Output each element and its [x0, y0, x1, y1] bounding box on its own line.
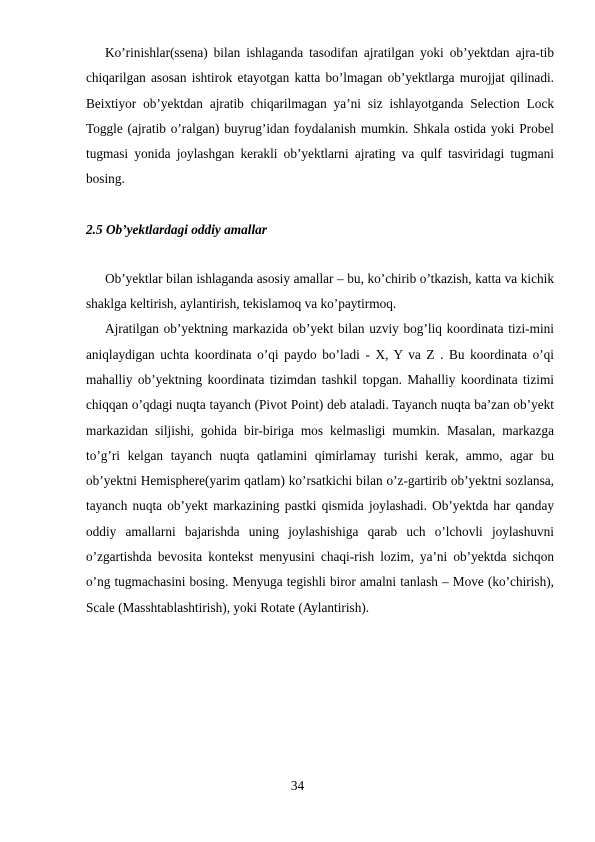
intro-paragraph: Ko’rinishlar(ssena) bilan ishlaganda tasodifan ajratilgan yoki ob’yektdan ajra-tib chiqarilgan asosan ishtirok etayotgan katta bo’lmagan ob’yektlarga murojjat qilinadi. Beixtiyor ob’yektdan ajratib chiqarilmagan ya’ni siz ishlayotganda Selection Lock Toggle (ajratib o’ralgan) buyrug’idan foydalanish mumkin. Shkala ostida yoki Probel tugmasi yonida joylashgan kerakli ob’yektlarni ajrating va qulf tasviridagi tugmani bosing.	[86, 45, 554, 187]
page-number: 34	[290, 778, 305, 793]
document-page	[86, 40, 554, 620]
section-heading: 2.5 Ob’yektlardagi oddiy amallar	[86, 221, 267, 237]
section-paragraph-2: Ajratilgan ob’yektning markazida ob’yekt bilan uzviy bog’liq koordinata tizi-mini aniqlaydigan uchta koordinata o’qi paydo bo’ladi - X, Y va Z . Bu koordinata o’qi mahalliy ob’yektning koordinata tizimdan tashkil topgan. Mahalliy koordinata tizimi chiqqan o’qdagi nuqta tayanch (Pivot Point) deb ataladi. Tayanch nuqta ba’zan ob’yekt markazidan siljishi, gohida bir-biriga mos kelmasligi mumkin. Masalan, markazga to’g’ri kelgan tayanch nuqta qatlamini qimirlamay turishi kerak, ammo, agar bu ob’yektni Hemisphere(yarim qatlam) ko’rsatkichi bilan o’z-gartirib ob’yektni sozlansa, tayanch nuqta ob’yekt markazining pastki qismida joylashadi. Ob’yektda har qanday oddiy amallarni bajarishda uning joylashishiga qarab uch o’lchovli joylashuvni o’zgartishda bevosita kontekst menyusini chaqi-rish lozim, ya’ni ob’yektda sichqon o’ng tugmachasini bosing. Menyuga tegishli biror amalni tanlash – Move (ko’chirish), Scale (Masshtablashtirish), yoki Rotate (Aylantirish).	[86, 321, 554, 615]
section-paragraph-1: Ob’yektlar bilan ishlaganda asosiy amallar – bu, ko’chirib o’tkazish, katta va kichik shaklga keltirish, aylantirish, tekislamoq va ko’paytirmoq.	[86, 270, 554, 312]
